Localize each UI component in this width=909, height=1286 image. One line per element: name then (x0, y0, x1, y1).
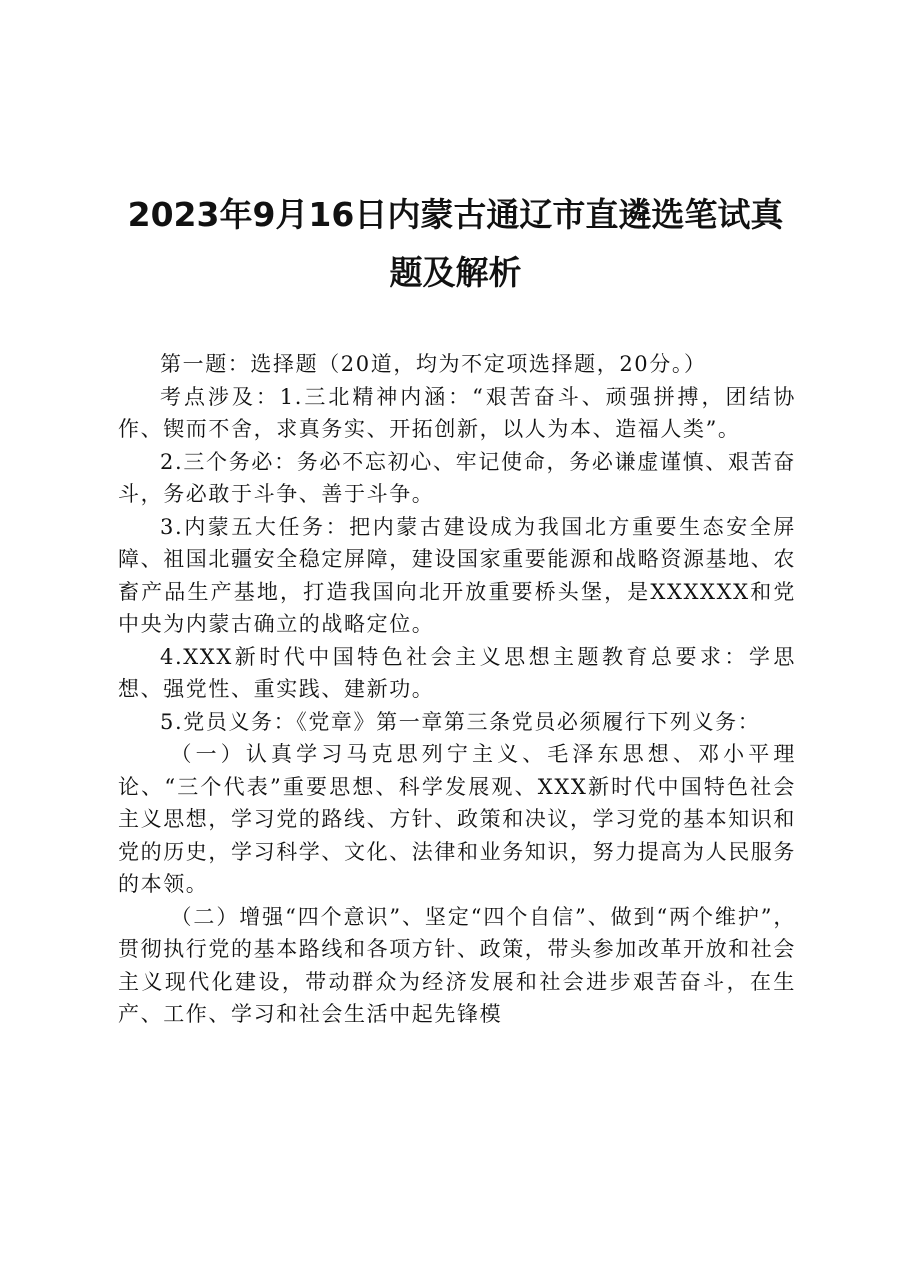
document-body (118, 348, 796, 1031)
paragraph: （二）增强“四个意识”、坚定“四个自信”、做到“两个维护”，贯彻执行党的基本路线和各项方针、政策，带头参加改革开放和社会主义现代化建设，带动群众为经济发展和社会进步艰苦奋斗，在生产、工作、学习和社会生活中起先锋模 (118, 904, 796, 1026)
paragraph: 考点涉及：1.三北精神内涵：“艰苦奋斗、顽强拼搏，团结协作、锲而不舍，求真务实、开拓创新，以人为本、造福人类”。 (118, 384, 796, 441)
paragraph: 3.内蒙五大任务：把内蒙古建设成为我国北方重要生态安全屏障、祖国北疆安全稳定屏障，建设国家重要能源和战略资源基地、农畜产品生产基地，打造我国向北开放重要桥头堡，是XXXXXX和党中央为内蒙古确立的战略定位。 (118, 514, 796, 636)
paragraph: 4.XXX新时代中国特色社会主义思想主题教育总要求：学思想、强党性、重实践、建新功。 (118, 644, 796, 701)
paragraph: 2.三个务必：务必不忘初心、牢记使命，务必谦虚谨慎、艰苦奋斗，务必敢于斗争、善于斗争。 (118, 449, 796, 506)
title-line-2: 题及解析 (389, 253, 522, 292)
document-title (118, 186, 793, 302)
title-line-1: 2023年9月16日内蒙古通辽市直遴选笔试真 (127, 195, 784, 234)
paragraph: （一）认真学习马克思列宁主义、毛泽东思想、邓小平理论、“三个代表”重要思想、科学发展观、XXX新时代中国特色社会主义思想，学习党的路线、方针、政策和决议，学习党的基本知识和党的历史，学习科学、文化、法律和业务知识，努力提高为人民服务的本领。 (118, 742, 796, 896)
section-heading: 第一题：选择题（20道，均为不定项选择题，20分。） (160, 352, 707, 376)
paragraph: 5.党员义务：《党章》第一章第三条党员必须履行下列义务： (160, 709, 761, 734)
